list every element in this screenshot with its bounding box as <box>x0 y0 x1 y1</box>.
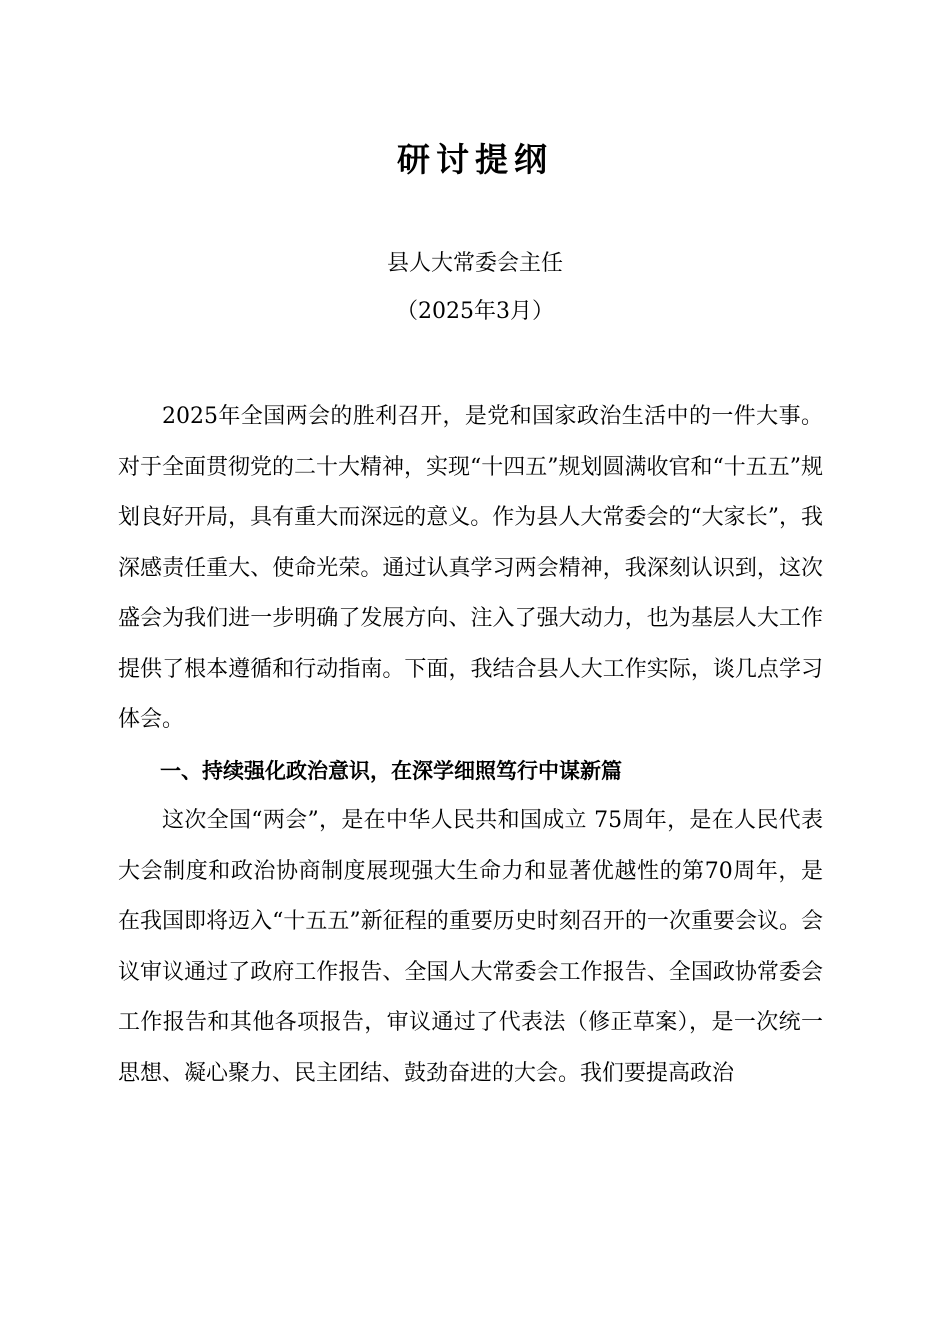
section-heading: 一、持续强化政治意识，在深学细照笃行中谋新篇 <box>160 758 622 783</box>
document-title: 研讨提纲 <box>397 140 553 179</box>
body-paragraph: 这次全国“两会”，是在中华人民共和国成立 75周年，是在人民代表大会制度和政治协商制度展现强大生命力和显著优越性的第70周年，是在我国即将迈入“十五五”新征程的重要历史时刻召开的一次重要会议。会议审议通过了政府工作报告、全国人大常委会工作报告、全国政协常委会工作报告和其他各项报告，审议通过了代表法（修正草案），是一次统一思想、凝心聚力、民主团结、鼓劲奋进的大会。我们要提高政治 <box>118 808 823 1086</box>
intro-paragraph: 2025年全国两会的胜利召开，是党和国家政治生活中的一件大事。对于全面贯彻党的二十大精神，实现“十四五”规划圆满收官和“十五五”规划良好开局，具有重大而深远的意义。作为县人大常委会的“大家长”，我深感责任重大、使命光荣。通过认真学习两会精神，我深刻认识到，这次盛会为我们进一步明确了发展方向、注入了强大动力，也为基层人大工作提供了根本遵循和行动指南。下面，我结合县人大工作实际，谈几点学习体会。 <box>118 404 823 732</box>
author-line: 县人大常委会主任 <box>386 251 563 276</box>
date-line: （2025年3月） <box>396 299 554 324</box>
document-body <box>118 392 823 1099</box>
